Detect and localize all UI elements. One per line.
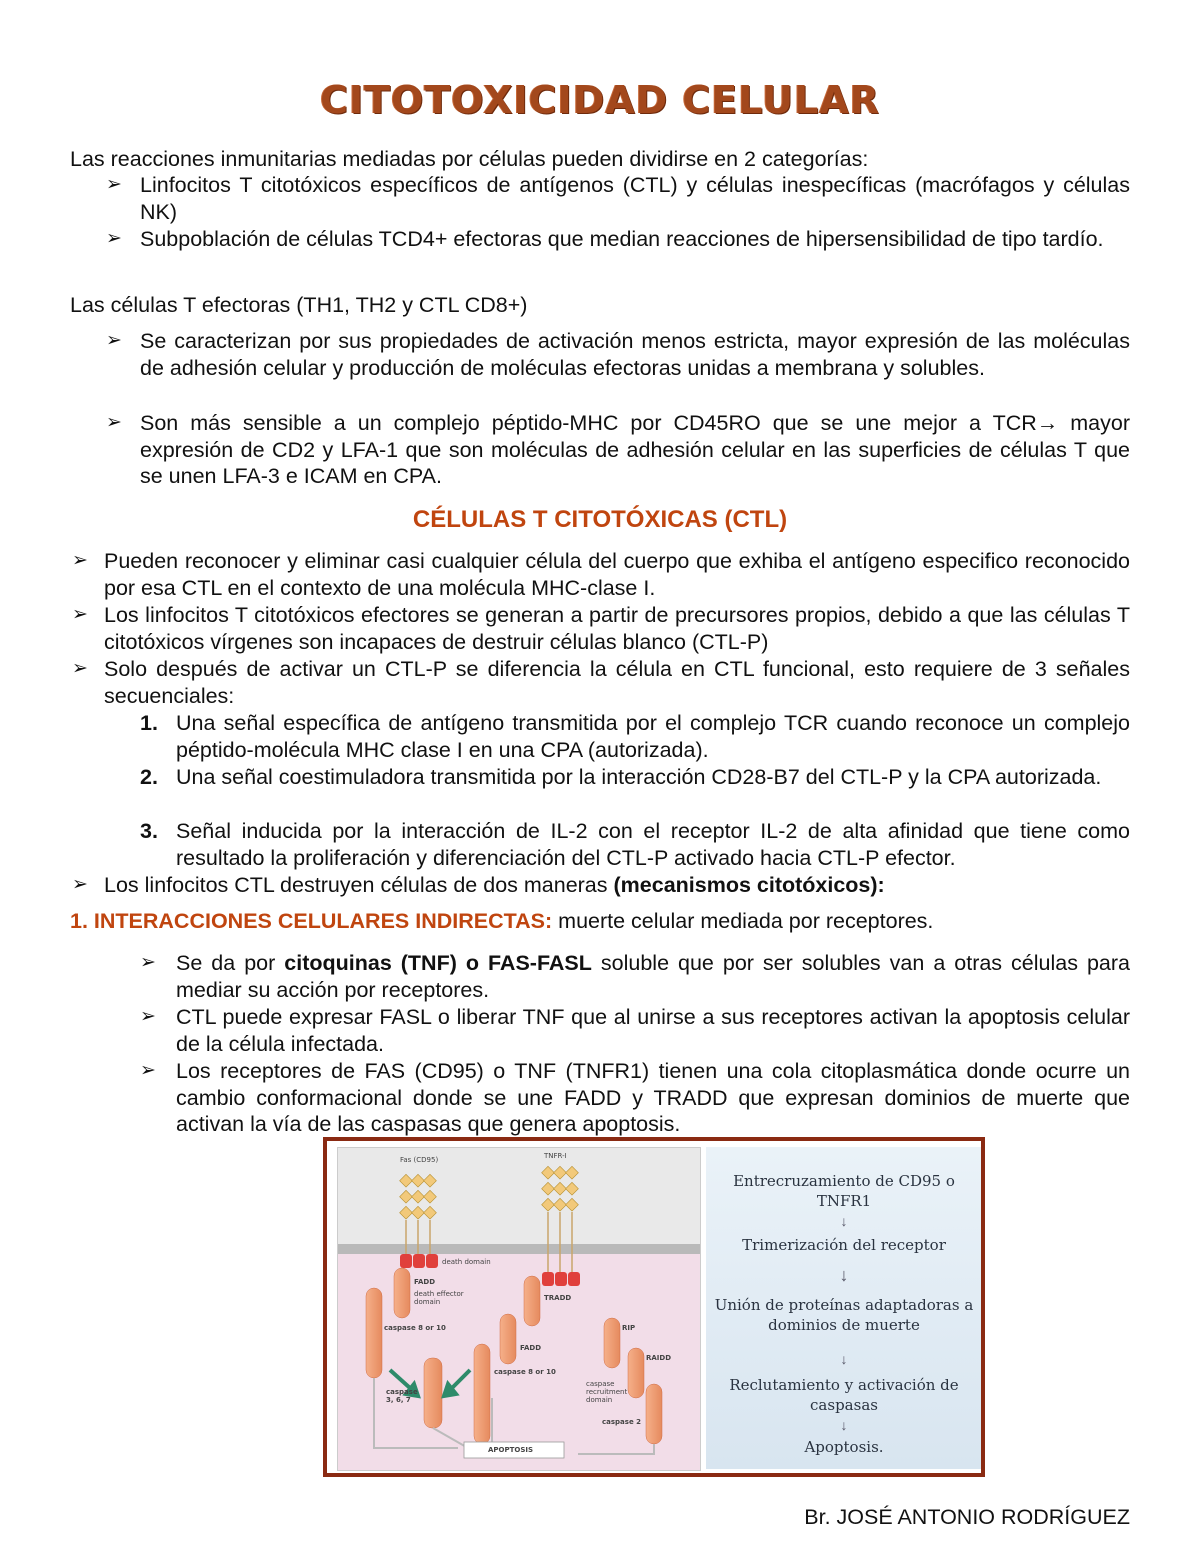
label-caspase-8b: caspase 8 or 10	[494, 1368, 556, 1376]
arrow-bullet-icon: ➢	[72, 658, 88, 679]
page-title: CITOTOXICIDAD CELULAR	[320, 78, 880, 122]
receptor-diagram	[337, 1147, 701, 1471]
arrow-bullet-icon: ➢	[140, 952, 156, 973]
section1-item: CTL puede expresar FASL o liberar TNF que al unirse a sus receptores activan la apoptosis celular de la célula infectada.	[176, 1005, 1130, 1056]
label-tnfr: TNFR-I	[544, 1152, 567, 1160]
section1-subtitle: muerte celular mediada por receptores.	[552, 909, 934, 933]
section1-title: 1. INTERACCIONES CELULARES INDIRECTAS:	[70, 909, 553, 933]
arrow-bullet-icon: ➢	[106, 412, 122, 433]
section1-item	[176, 950, 1130, 1003]
effector-item: Se caracterizan por sus propiedades de activación menos estricta, mayor expresión de las moléculas de adhesión celular y producción de moléculas efectoras unidas a membrana y solubles.	[140, 329, 1130, 380]
down-arrow-icon: ↓	[840, 1417, 848, 1433]
label-fas: Fas (CD95)	[400, 1156, 439, 1164]
signal-text: Una señal coestimuladora transmitida por la interacción CD28-B7 del CTL-P y la CPA autorizada.	[176, 765, 1102, 789]
arrow-bullet-icon: ➢	[72, 604, 88, 625]
label-death-effector: death effector domain	[414, 1290, 464, 1306]
ctl-heading: CÉLULAS T CITOTÓXICAS (CTL)	[412, 506, 788, 533]
arrow-bullet-icon: ➢	[72, 874, 88, 895]
flow-step: Reclutamiento y activación de caspasas	[729, 1376, 959, 1414]
section1-item: Los receptores de FAS (CD95) o TNF (TNFR1) tienen una cola citoplasmática donde ocurre un cambio conformacional donde se une FADD y TRADD que expresan dominios de muerte que activan la vía de las caspasas que genera apoptosis.	[176, 1059, 1130, 1136]
signal-text: Una señal específica de antígeno transmitida por el complejo TCR cuando reconoce un complejo péptido-molécula MHC clase I en una CPA (autorizada).	[176, 711, 1130, 762]
label-recruit: caspase recruitment domain	[586, 1380, 628, 1404]
arrow-bullet-icon: ➢	[72, 550, 88, 571]
arrow-bullet-icon: ➢	[106, 174, 122, 195]
arrow-bullet-icon: ➢	[106, 228, 122, 249]
flow-step: Unión de proteínas adaptadoras a dominios de muerte	[714, 1296, 974, 1334]
effectors-intro: Las células T efectoras (TH1, TH2 y CTL CD8+)	[70, 293, 528, 317]
label-apoptosis: APOPTOSIS	[488, 1446, 534, 1454]
destroy-text	[104, 872, 1130, 899]
label-caspase-8: caspase 8 or 10	[384, 1324, 446, 1332]
category-item: Linfocitos T citotóxicos específicos de antígenos (CTL) y células inespecíficas (macrófagos y células NK)	[140, 173, 1130, 224]
section1-heading	[70, 908, 933, 935]
s1-pre: Se da por	[176, 951, 285, 975]
arrow-bullet-icon: ➢	[140, 1006, 156, 1027]
category-item: Subpoblación de células TCD4+ efectoras que median reacciones de hipersensibilidad de tipo tardío.	[140, 227, 1104, 251]
signal-text: Señal inducida por la interacción de IL-2 con el receptor IL-2 de alta afinidad que tiene como resultado la proliferación y diferenciación del CTL-P activado hacia CTL-P efector.	[176, 819, 1130, 870]
flow-panel	[706, 1147, 982, 1469]
label-caspase-3: caspase 3, 6, 7	[386, 1388, 418, 1404]
arrow-bullet-icon: ➢	[140, 1060, 156, 1081]
effector-item: Son más sensible a un complejo péptido-MHC por CD45RO que se une mejor a TCR→ mayor expresión de CD2 y LFA-1 que son moléculas de adhesión celular en las superficies de células T que se unen LFA-3 e ICAM en CPA.	[140, 411, 1130, 488]
apoptosis-figure	[323, 1137, 985, 1477]
label-tradd: TRADD	[544, 1294, 572, 1302]
label-caspase-2: caspase 2	[602, 1418, 641, 1426]
intro-text: Las reacciones inmunitarias mediadas por células pueden dividirse en 2 categorías:	[70, 147, 869, 171]
label-rip: RIP	[622, 1324, 636, 1332]
label-fadd: FADD	[414, 1278, 436, 1286]
receptor-diagram-svg	[338, 1148, 700, 1470]
down-arrow-icon: ↓	[840, 1351, 848, 1367]
author-signature: Br. JOSÉ ANTONIO RODRÍGUEZ	[804, 1505, 1130, 1529]
s1-bold: citoquinas (TNF) o FAS-FASL	[284, 951, 592, 975]
flow-step: Trimerización del receptor	[742, 1236, 946, 1254]
arrow-bullet-icon: ➢	[106, 330, 122, 351]
ctl-point: Los linfocitos T citotóxicos efectores se generan a partir de precursores propios, debido a que las células T citotóxicos vírgenes son incapaces de destruir células blanco (CTL-P)	[104, 603, 1130, 654]
flow-step: Entrecruzamiento de CD95 o TNFR1	[733, 1172, 955, 1210]
label-raidd: RAIDD	[646, 1354, 672, 1362]
ctl-point: Solo después de activar un CTL-P se diferencia la célula en CTL funcional, esto requiere de 3 señales secuenciales:	[104, 657, 1130, 708]
signal-number: 3.	[140, 819, 158, 843]
signal-number: 2.	[140, 765, 158, 789]
down-arrow-icon: ↓	[840, 1213, 848, 1229]
destroy-pre: Los linfocitos CTL destruyen células de dos maneras	[104, 873, 614, 897]
label-death-domain: death domain	[442, 1258, 491, 1266]
s1-post: soluble que por ser solubles van a otras células para mediar su acción por receptores.	[176, 951, 1130, 1002]
ctl-point: Pueden reconocer y eliminar casi cualquier célula del cuerpo que exhiba el antígeno especifico reconocido por esa CTL en el contexto de una molécula MHC-clase I.	[104, 549, 1130, 600]
destroy-bold: (mecanismos citotóxicos):	[613, 873, 885, 897]
flow-step: Apoptosis.	[804, 1438, 884, 1456]
signal-number: 1.	[140, 711, 158, 735]
label-fadd-2: FADD	[520, 1344, 542, 1352]
down-arrow-icon: ↓	[839, 1265, 849, 1285]
